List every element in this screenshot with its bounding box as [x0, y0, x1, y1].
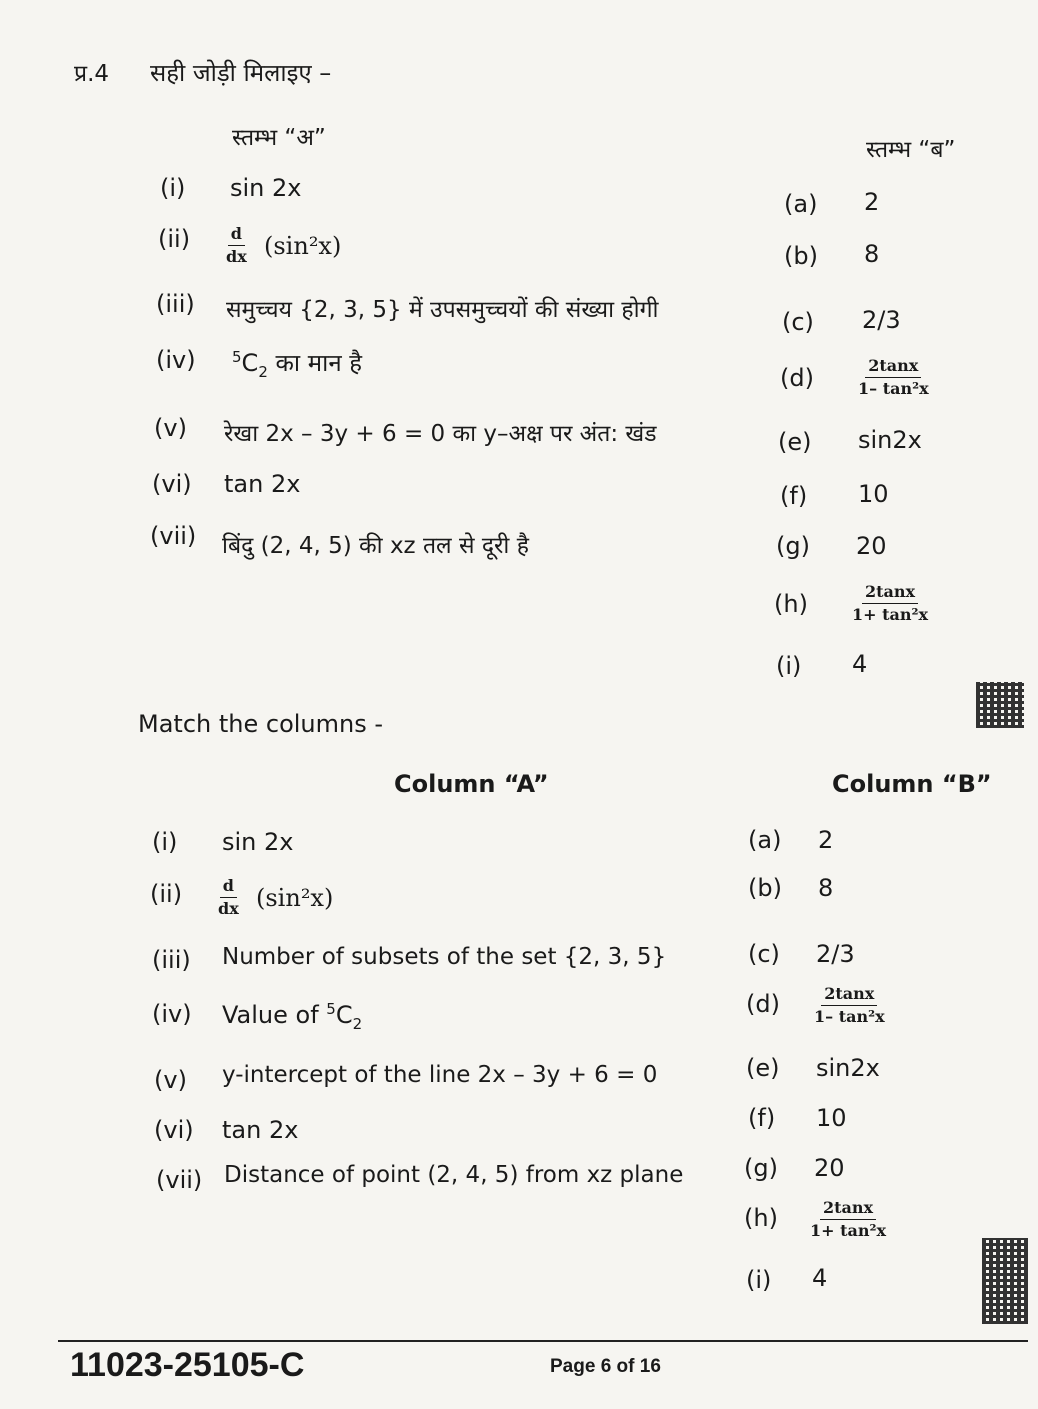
english-b-value-c: 2/3: [816, 940, 855, 968]
english-title: Match the columns -: [138, 710, 384, 738]
hindi-a-text-5: रेखा 2x – 3y + 6 = 0 का y–अक्ष पर अंत: खंड: [224, 421, 657, 447]
english-b-fraction-d: [814, 986, 885, 1026]
hindi-b-value-b: 8: [864, 240, 880, 268]
hindi-b-letter-f: (f): [780, 482, 808, 510]
nCr-pre: 5: [326, 1000, 336, 1018]
hindi-col-b-header: स्तम्भ “ब”: [866, 137, 956, 163]
nCr-pre: 5: [232, 348, 242, 366]
english-a-text-7: Distance of point (2, 4, 5) from xz plane: [224, 1162, 684, 1188]
derivative-fraction: [226, 226, 247, 266]
english-b-value-f: 10: [816, 1104, 847, 1132]
qr-code-icon: [976, 682, 1024, 728]
english-a-text-6: tan 2x: [222, 1116, 299, 1144]
hindi-b-value-g: 20: [856, 532, 887, 560]
english-a-text-2: (sin²x): [256, 884, 334, 912]
paper-code: 11023-25105-C: [70, 1346, 305, 1384]
english-a-no-1: (i): [152, 828, 178, 856]
frac-den: 1– tan²x: [814, 1006, 885, 1026]
english-b-letter-d: (d): [746, 990, 780, 1018]
hindi-b-letter-b: (b): [784, 242, 818, 270]
english-a-no-2: (ii): [150, 880, 183, 908]
hindi-a-text-2: (sin²x): [264, 232, 342, 260]
page-number: Page 6 of 16: [550, 1356, 661, 1377]
frac-den: dx: [226, 246, 247, 266]
frac-num: d: [220, 878, 237, 898]
english-a-no-3: (iii): [152, 946, 191, 974]
hindi-a-no-4: (iv): [156, 346, 196, 374]
english-b-value-b: 8: [818, 874, 834, 902]
nCr-sub: 2: [258, 362, 268, 381]
hindi-b-value-f: 10: [858, 480, 889, 508]
english-a-no-6: (vi): [154, 1116, 194, 1144]
question-number: प्र.4: [74, 61, 110, 87]
hindi-b-letter-i: (i): [776, 652, 802, 680]
english-a-text-3: Number of subsets of the set {2, 3, 5}: [222, 944, 667, 970]
hindi-a-text-6: tan 2x: [224, 470, 301, 498]
nCr-lead: Value of: [222, 1001, 327, 1029]
hindi-b-letter-c: (c): [782, 308, 814, 336]
hindi-a-text-1: sin 2x: [230, 174, 302, 202]
hindi-a-text-7: बिंदु (2, 4, 5) की xz तल से दूरी है: [222, 533, 529, 559]
nCr-rest: का मान है: [267, 349, 363, 377]
derivative-fraction: [218, 878, 239, 918]
hindi-b-fraction-h: [852, 584, 928, 624]
hindi-b-letter-d: (d): [780, 364, 814, 392]
english-b-value-i: 4: [812, 1264, 828, 1292]
footer-divider: [58, 1340, 1028, 1342]
hindi-b-value-c: 2/3: [862, 306, 901, 334]
nCr-base: C: [241, 349, 259, 377]
english-b-letter-b: (b): [748, 874, 782, 902]
nCr-base: C: [335, 1001, 353, 1029]
hindi-b-value-i: 4: [852, 650, 868, 678]
hindi-b-letter-h: (h): [774, 590, 808, 618]
hindi-title: सही जोड़ी मिलाइए –: [150, 59, 332, 87]
english-b-letter-i: (i): [746, 1266, 772, 1294]
hindi-b-fraction-d: [858, 358, 929, 398]
english-b-letter-a: (a): [748, 826, 782, 854]
english-b-letter-g: (g): [744, 1154, 778, 1182]
frac-den: dx: [218, 898, 239, 918]
hindi-a-text-3: समुच्चय {2, 3, 5} में उपसमुच्चयों की संख्या होगी: [226, 297, 659, 323]
frac-num: d: [228, 226, 245, 246]
english-col-a-header: Column “A”: [394, 770, 549, 798]
frac-num: 2tanx: [820, 1200, 876, 1220]
hindi-b-value-e: sin2x: [858, 426, 922, 454]
hindi-b-value-a: 2: [864, 188, 880, 216]
hindi-a-no-7: (vii): [150, 522, 197, 550]
english-a-no-4: (iv): [152, 1000, 192, 1028]
english-b-letter-f: (f): [748, 1104, 776, 1132]
hindi-a-no-3: (iii): [156, 290, 195, 318]
hindi-a-no-5: (v): [154, 414, 187, 442]
data-matrix-icon: [982, 1238, 1028, 1324]
hindi-b-letter-e: (e): [778, 428, 812, 456]
english-b-letter-c: (c): [748, 940, 780, 968]
english-a-no-5: (v): [154, 1066, 187, 1094]
hindi-a-text-4: [232, 346, 362, 381]
frac-den: 1+ tan²x: [810, 1220, 887, 1240]
nCr-sub: 2: [352, 1014, 363, 1033]
hindi-col-a-header: स्तम्भ “अ”: [232, 125, 326, 151]
english-b-value-g: 20: [814, 1154, 845, 1182]
frac-den: 1+ tan²x: [852, 604, 929, 624]
english-b-value-a: 2: [818, 826, 834, 854]
english-col-b-header: Column “B”: [832, 770, 992, 798]
frac-num: 2tanx: [821, 986, 877, 1006]
english-b-value-e: sin2x: [816, 1054, 880, 1082]
english-b-letter-e: (e): [746, 1054, 780, 1082]
english-a-text-1: sin 2x: [222, 828, 294, 856]
frac-num: 2tanx: [862, 584, 918, 604]
english-a-no-7: (vii): [156, 1166, 203, 1194]
english-a-text-5: y-intercept of the line 2x – 3y + 6 = 0: [222, 1062, 658, 1088]
english-b-letter-h: (h): [744, 1204, 778, 1232]
english-b-fraction-h: [810, 1200, 886, 1240]
hindi-a-no-6: (vi): [152, 470, 192, 498]
english-a-text-4: [222, 1000, 362, 1033]
hindi-b-letter-g: (g): [776, 532, 810, 560]
hindi-a-no-2: (ii): [158, 225, 191, 253]
hindi-b-letter-a: (a): [784, 190, 818, 218]
frac-den: 1– tan²x: [858, 378, 929, 398]
frac-num: 2tanx: [865, 358, 921, 378]
hindi-a-no-1: (i): [160, 174, 186, 202]
